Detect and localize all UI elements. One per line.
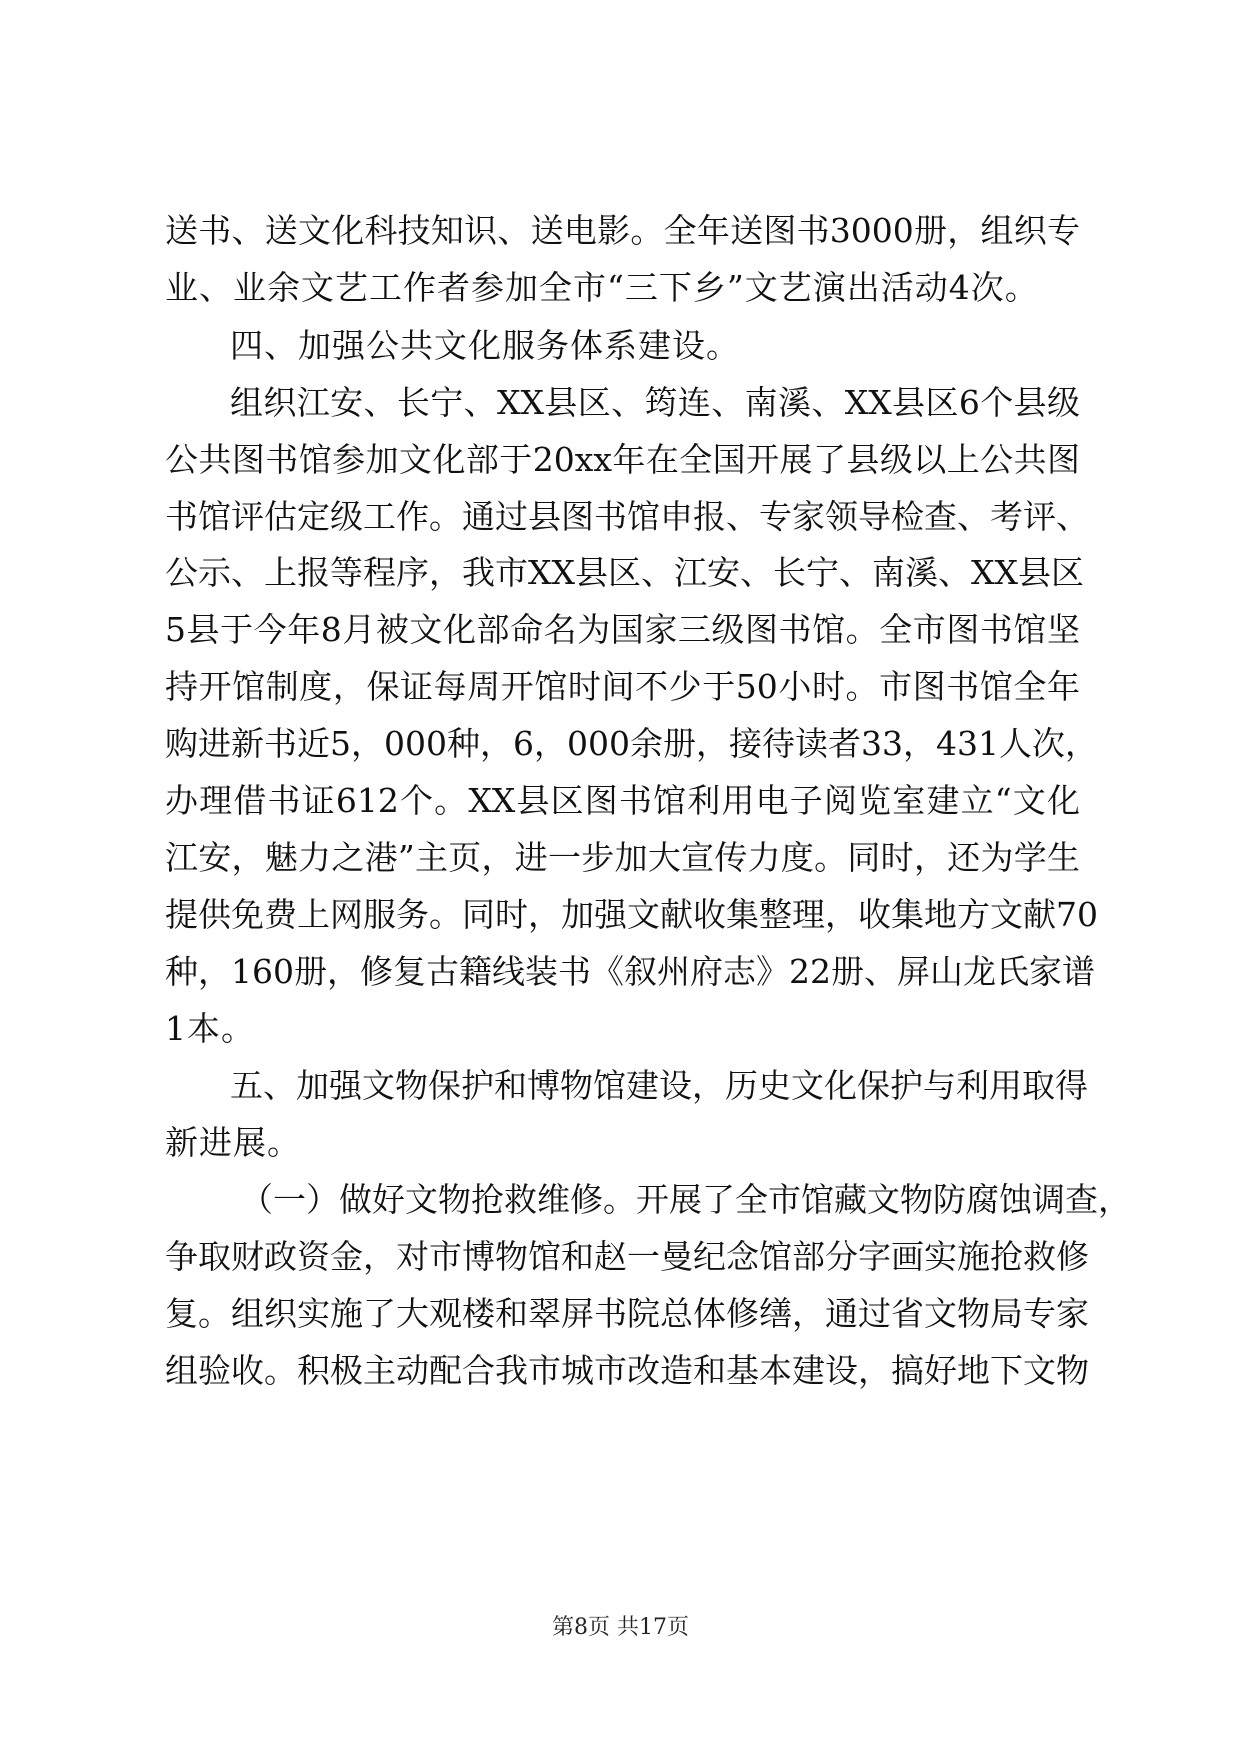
body-text-line: 种，160册，修复古籍线装书《叙州府志》22册、屏山龙氏家谱: [165, 952, 1095, 991]
body-text-line: 提供免费上网服务。同时，加强文献收集整理，收集地方文献70: [165, 895, 1098, 934]
body-text-line: 5县于今年8月被文化部命名为国家三级图书馆。全市图书馆坚: [165, 610, 1080, 649]
page-number-footer: 第8页 共17页: [552, 1615, 689, 1640]
body-text-line: 书馆评估定级工作。通过县图书馆申报、专家领导检查、考评、: [165, 497, 1089, 536]
body-text-line: 组验收。积极主动配合我市城市改造和基本建设，搞好地下文物: [165, 1351, 1089, 1390]
body-text-line: 办理借书证612个。XX县区图书馆利用电子阅览室建立“文化: [165, 781, 1080, 820]
body-text-line: 复。组织实施了大观楼和翠屏书院总体修缮，通过省文物局专家: [165, 1294, 1089, 1333]
body-text-line: 1本。: [165, 1009, 255, 1048]
section-heading: 四、加强公共文化服务体系建设。: [230, 326, 740, 365]
section-heading: 新进展。: [165, 1123, 301, 1162]
body-text-line: 持开馆制度，保证每周开馆时间不少于50小时。市图书馆全年: [165, 667, 1080, 706]
subsection-line: （一）做好文物抢救维修。开展了全市馆藏文物防腐蚀调查，: [240, 1180, 1131, 1219]
body-text-line: 江安，魅力之港”主页，进一步加大宣传力度。同时，还为学生: [165, 838, 1080, 877]
body-text-line: 争取财政资金，对市博物馆和赵一曼纪念馆部分字画实施抢救修: [165, 1237, 1089, 1276]
body-text-line: 组织江安、长宁、XX县区、筠连、南溪、XX县区6个县级: [230, 383, 1080, 422]
body-text-line: 公共图书馆参加文化部于20xx年在全国开展了县级以上公共图: [165, 440, 1080, 479]
body-text-line: 业、业余文艺工作者参加全市“三下乡”文艺演出活动4次。: [165, 268, 1039, 307]
body-text-line: 公示、上报等程序，我市XX县区、江安、长宁、南溪、XX县区: [165, 553, 1084, 592]
section-heading: 五、加强文物保护和博物馆建设，历史文化保护与利用取得: [230, 1066, 1088, 1105]
body-text-line: 购进新书近5，000种，6，000余册，接待读者33，431人次，: [165, 724, 1098, 763]
body-text-line: 送书、送文化科技知识、送电影。全年送图书3000册，组织专: [165, 211, 1080, 250]
